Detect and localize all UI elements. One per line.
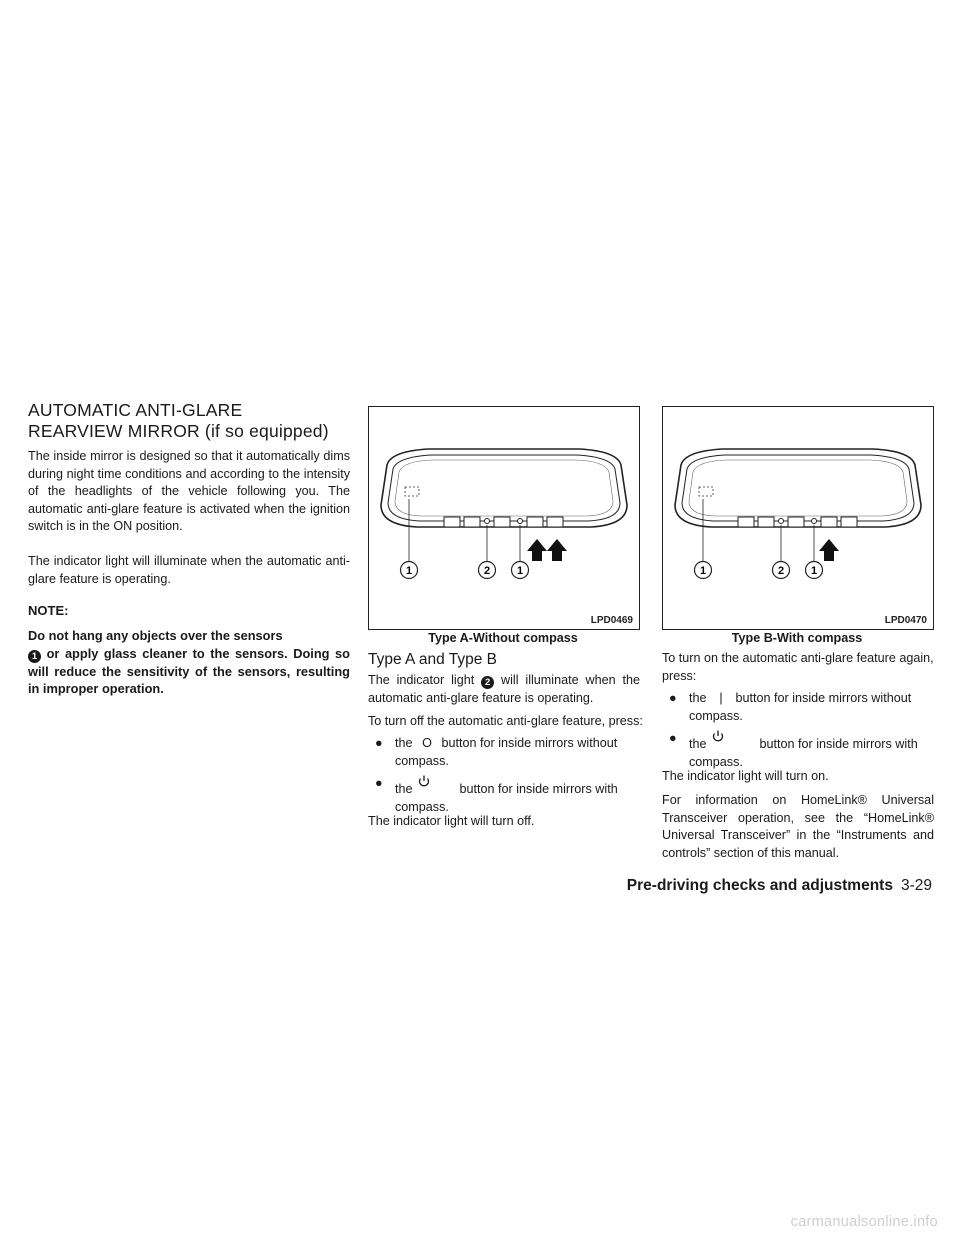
bullet-cont: compass. [395,799,449,814]
bullet-rest: button for inside mirrors without [441,736,618,750]
intro-paragraph: The inside mirror is designed so that it automatically dims during night time conditions and according to the intensity of the headlights of the vehicle following you. The automatic anti-glare feature is activated when the ignition switch is in the ON position. [28,449,350,533]
page-number: 3-29 [900,877,932,894]
footer-chapter: Pre-driving checks and adjustments [626,877,893,894]
figure-b-callout-3: 1 [810,565,818,577]
bullet-the: the [395,736,413,750]
turn-off-bullet-1 [375,735,641,775]
bullet-rest: button for inside mirrors with [759,737,918,751]
figure-b-code: LPD0470 [884,615,927,626]
turn-off-bullet-2 [375,775,641,815]
figure-type-b [662,406,934,630]
figure-b-callout-2: 2 [777,565,785,577]
bullet-the: the [395,782,413,796]
callout-2-badge: 2 [481,676,494,689]
figure-a-code: LPD0469 [590,615,633,626]
power-icon [416,775,432,789]
homelink-paragraph: For information on HomeLink® Universal Transceiver operation, see the “HomeLink® Universal Transceiver” in the “Instruments and controls” section of this manual. [662,793,934,860]
bullet-cont: compass. [689,754,743,769]
bullet-cont: compass. [395,753,449,768]
turn-on-result: The indicator light will turn on. [662,769,829,783]
bullet-the: the [689,737,707,751]
page-footer [620,877,932,895]
turn-off-result: The indicator light will turn off. [368,814,535,828]
figure-b-callout-1: 1 [699,565,707,577]
figure-a-caption: Type A-Without compass [428,631,578,645]
heading-line-2: REARVIEW MIRROR (if so equipped) [28,421,329,441]
figure-a-callout-1: 1 [405,565,413,577]
bullet-rest: button for inside mirrors with [459,782,618,796]
callout-1-badge: 1 [28,650,41,663]
power-icon [710,730,726,744]
note-text [28,627,350,698]
turn-on-intro-line-2: press: [662,668,697,683]
on-button-symbol: | [719,691,723,705]
type-ab-indicator-paragraph [368,672,640,707]
figure-a-callout-3: 1 [516,565,524,577]
indicator-paragraph: The indicator light will illuminate when the automatic anti-glare feature is operating. [28,554,350,586]
off-button-symbol: O [422,736,432,750]
type-ab-heading: Type A and Type B [368,651,497,668]
turn-on-bullet-2 [669,730,935,770]
watermark: carmanualsonline.info [790,1214,938,1230]
mirror-illustration-b [663,407,933,629]
note-before: Do not hang any objects over the sensors [28,628,283,643]
heading-line-1: AUTOMATIC ANTI-GLARE [28,400,243,420]
bullet-cont: compass. [689,708,743,723]
turn-on-intro-line-1: To turn on the automatic anti-glare feature again, [662,651,934,665]
turn-on-intro [662,650,934,685]
figure-a-callout-2: 2 [483,565,491,577]
section-heading [28,400,329,442]
bullet-rest: button for inside mirrors without [735,691,912,705]
turn-on-bullet-1 [669,690,935,730]
figure-type-a [368,406,640,630]
bullet-dot: ● [375,776,383,790]
turn-off-intro: To turn off the automatic anti-glare feature, press: [368,714,643,728]
mirror-illustration-a [369,407,639,629]
note-label: NOTE: [28,603,69,618]
indicator-before: The indicator light [368,673,475,687]
bullet-dot: ● [669,691,677,705]
figure-b-caption: Type B-With compass [731,631,863,645]
bullet-dot: ● [669,731,677,745]
bullet-the: the [689,691,707,705]
indicator-after: will illuminate when the automatic anti-glare feature is operating. [368,673,641,705]
note-after: or apply glass cleaner to the sensors. Doing so will reduce the sensitivity of the sensors, resulting in improper operation. [28,645,350,696]
bullet-dot: ● [375,736,383,750]
